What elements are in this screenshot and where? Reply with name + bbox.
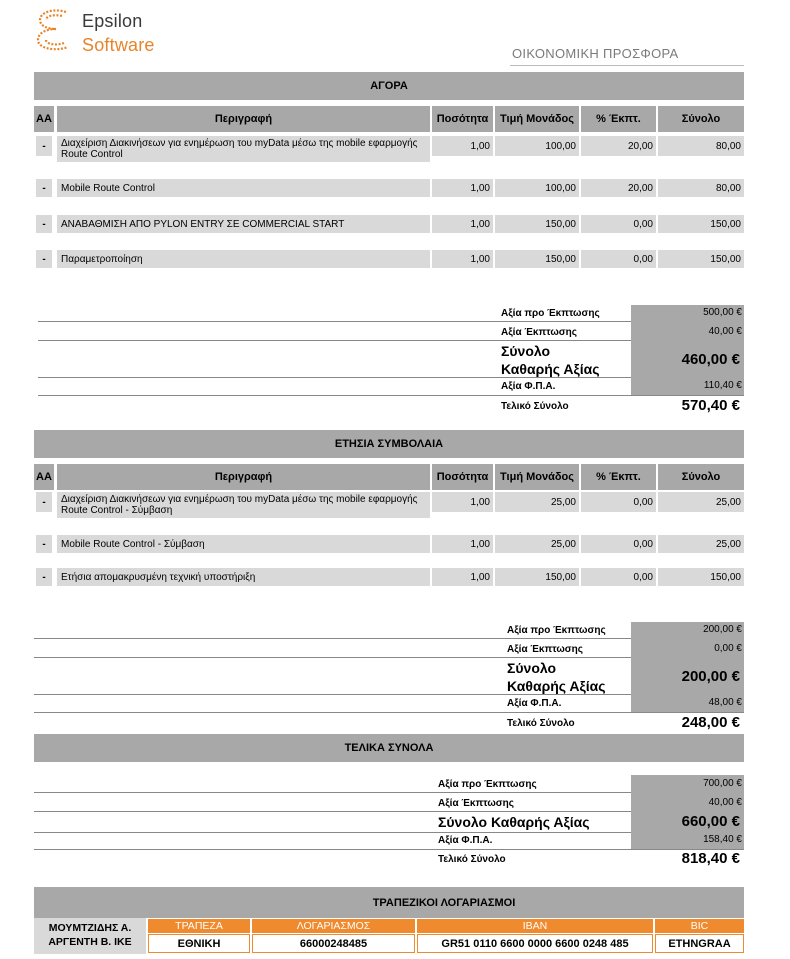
col-description-header: Περιγραφή bbox=[57, 106, 430, 132]
table-row-aa: - bbox=[36, 179, 52, 197]
purchase-vat-value: 110,40 € bbox=[703, 380, 742, 391]
annual-discount-value: 0,00 € bbox=[714, 643, 742, 654]
bank-accounts-title: ΤΡΑΠΕΖΙΚΟΙ ΛΟΓΑΡΙΑΣΜΟΙ bbox=[34, 887, 744, 918]
table-row-unit-price: 100,00 bbox=[495, 179, 579, 197]
epsilon-logo-icon bbox=[32, 6, 74, 54]
title-underline bbox=[510, 65, 744, 66]
table-row-aa: - bbox=[36, 136, 52, 156]
divider bbox=[34, 638, 631, 639]
bank-col-account-header: ΛΟΓΑΡΙΑΣΜΟΣ bbox=[252, 919, 415, 933]
purchase-final-value: 570,40 € bbox=[681, 397, 740, 414]
col-total-header: Σύνολο bbox=[658, 106, 744, 132]
annual-before-discount-label: Αξία προ Έκπτωσης bbox=[507, 625, 606, 636]
divider bbox=[34, 792, 631, 793]
annual-section-title: ΕΤΗΣΙΑ ΣΥΜΒΟΛΑΙΑ bbox=[34, 430, 744, 458]
bank-account-value: 66000248485 bbox=[252, 934, 415, 953]
purchase-vat-label: Αξία Φ.Π.Α. bbox=[501, 381, 556, 392]
brand-name-line1: Epsilon bbox=[82, 11, 143, 31]
divider bbox=[34, 657, 631, 658]
col-description-header: Περιγραφή bbox=[57, 464, 430, 490]
purchase-before-discount-value: 500,00 € bbox=[703, 307, 742, 318]
table-row-discount: 20,00 bbox=[581, 179, 656, 197]
table-row-discount: 0,00 bbox=[581, 568, 656, 586]
divider bbox=[34, 832, 631, 833]
grand-vat-value: 158,40 € bbox=[703, 834, 742, 845]
grand-before-discount-label: Αξία προ Έκπτωσης bbox=[438, 779, 537, 790]
bank-col-iban-header: IBAN bbox=[417, 919, 653, 933]
table-row-aa: - bbox=[36, 215, 52, 233]
table-row-total: 25,00 bbox=[658, 535, 744, 553]
table-row-discount: 0,00 bbox=[581, 492, 656, 512]
table-row-description: Ετήσια απομακρυσμένη τεχνική υποστήριξη bbox=[57, 568, 430, 586]
bank-col-bank-header: ΤΡΑΠΕΖΑ bbox=[148, 919, 250, 933]
table-row-total: 150,00 bbox=[658, 215, 744, 233]
annual-net-label-line2: Καθαρής Αξίας bbox=[507, 678, 606, 694]
annual-final-label: Τελικό Σύνολο bbox=[507, 718, 575, 729]
col-discount-header: % Έκπτ. bbox=[581, 464, 656, 490]
table-row-quantity: 1,00 bbox=[432, 250, 493, 268]
bank-col-bic-header: BIC bbox=[655, 919, 744, 933]
col-discount-header: % Έκπτ. bbox=[581, 106, 656, 132]
table-row-description: Mobile Route Control - Σύμβαση bbox=[57, 535, 430, 553]
brand-name-line2: Software bbox=[82, 35, 155, 55]
col-total-header: Σύνολο bbox=[658, 464, 744, 490]
table-row-aa: - bbox=[36, 250, 52, 268]
purchase-discount-label: Αξία Έκπτωσης bbox=[501, 327, 577, 338]
purchase-net-label-line2: Καθαρής Αξίας bbox=[501, 361, 600, 377]
table-row-total: 150,00 bbox=[658, 568, 744, 586]
document-title: ΟΙΚΟΝΟΜΙΚΗ ΠΡΟΣΦΟΡΑ bbox=[512, 46, 679, 61]
grand-net-label: Σύνολο Καθαρής Αξίας bbox=[438, 814, 590, 830]
col-quantity-header: Ποσότητα bbox=[432, 106, 493, 132]
annual-vat-label: Αξία Φ.Π.Α. bbox=[507, 698, 562, 709]
annual-discount-label: Αξία Έκπτωσης bbox=[507, 644, 583, 655]
table-row-total: 150,00 bbox=[658, 250, 744, 268]
col-aa-header: ΑΑ bbox=[34, 106, 54, 132]
table-row-discount: 0,00 bbox=[581, 250, 656, 268]
table-row-unit-price: 25,00 bbox=[495, 535, 579, 553]
purchase-net-label-line1: Σύνολο bbox=[501, 343, 551, 359]
bank-company-name-line2: ΑΡΓΕΝΤΗ Β. ΙΚΕ bbox=[48, 936, 132, 948]
table-row-description: ΑΝΑΒΑΘΜΙΣΗ ΑΠΟ PYLON ENTRY ΣΕ COMMERCIAL START bbox=[57, 215, 430, 233]
table-row-aa: - bbox=[36, 568, 52, 586]
table-row-quantity: 1,00 bbox=[432, 535, 493, 553]
divider bbox=[34, 712, 744, 713]
divider bbox=[38, 395, 744, 396]
table-row-description: Mobile Route Control bbox=[57, 179, 430, 197]
divider bbox=[38, 377, 631, 378]
table-row-total: 80,00 bbox=[658, 179, 744, 197]
grand-discount-value: 40,00 € bbox=[708, 797, 742, 808]
table-row-unit-price: 25,00 bbox=[495, 492, 579, 512]
annual-before-discount-value: 200,00 € bbox=[703, 624, 742, 635]
col-unit-price-header: Τιμή Μονάδος bbox=[495, 464, 579, 490]
bank-iban-value: GR51 0110 6600 0000 6600 0248 485 bbox=[417, 934, 653, 953]
divider bbox=[34, 694, 631, 695]
grand-final-label: Τελικό Σύνολο bbox=[438, 854, 506, 865]
purchase-net-value: 460,00 € bbox=[681, 351, 740, 368]
grand-totals-section-title: ΤΕΛΙΚΑ ΣΥΝΟΛΑ bbox=[34, 734, 744, 762]
annual-final-value: 248,00 € bbox=[681, 714, 740, 731]
table-row-quantity: 1,00 bbox=[432, 215, 493, 233]
table-row-unit-price: 150,00 bbox=[495, 568, 579, 586]
grand-net-value: 660,00 € bbox=[681, 813, 740, 830]
grand-discount-label: Αξία Έκπτωσης bbox=[438, 798, 514, 809]
purchase-before-discount-label: Αξία προ Έκπτωσης bbox=[501, 308, 600, 319]
table-row-quantity: 1,00 bbox=[432, 179, 493, 197]
col-unit-price-header: Τιμή Μονάδος bbox=[495, 106, 579, 132]
annual-vat-value: 48,00 € bbox=[708, 697, 742, 708]
table-row-unit-price: 100,00 bbox=[495, 136, 579, 156]
table-row-description: Διαχείριση Διακινήσεων για ενημέρωση του myData μέσω της mobile εφαρμογής Route Control bbox=[57, 136, 430, 162]
table-row-total: 25,00 bbox=[658, 492, 744, 512]
bank-bic-value: ETHNGRAA bbox=[655, 934, 744, 953]
table-row-discount: 0,00 bbox=[581, 215, 656, 233]
annual-net-value: 200,00 € bbox=[681, 668, 740, 685]
col-aa-header: ΑΑ bbox=[34, 464, 54, 490]
divider bbox=[38, 340, 631, 341]
table-row-unit-price: 150,00 bbox=[495, 215, 579, 233]
divider bbox=[34, 811, 631, 812]
table-row-discount: 20,00 bbox=[581, 136, 656, 156]
grand-before-discount-value: 700,00 € bbox=[703, 778, 742, 789]
table-row-quantity: 1,00 bbox=[432, 568, 493, 586]
table-row-description: Διαχείριση Διακινήσεων για ενημέρωση του myData μέσω της mobile εφαρμογής Route Control - Σύμβαση bbox=[57, 492, 430, 518]
table-row-unit-price: 150,00 bbox=[495, 250, 579, 268]
purchase-section-title: ΑΓΟΡΑ bbox=[34, 72, 744, 100]
table-row-quantity: 1,00 bbox=[432, 492, 493, 512]
purchase-discount-value: 40,00 € bbox=[708, 326, 742, 337]
table-row-discount: 0,00 bbox=[581, 535, 656, 553]
table-row-description: Παραμετροποίηση bbox=[57, 250, 430, 268]
table-row-total: 80,00 bbox=[658, 136, 744, 156]
purchase-final-label: Τελικό Σύνολο bbox=[501, 401, 569, 412]
col-quantity-header: Ποσότητα bbox=[432, 464, 493, 490]
table-row-aa: - bbox=[36, 535, 52, 553]
grand-vat-label: Αξία Φ.Π.Α. bbox=[438, 835, 493, 846]
bank-company-name-line1: ΜΟΥΜΤΖΙΔΗΣ Α. bbox=[48, 922, 132, 934]
divider bbox=[38, 321, 631, 322]
grand-final-value: 818,40 € bbox=[681, 850, 740, 867]
table-row-aa: - bbox=[36, 492, 52, 512]
annual-net-label-line1: Σύνολο bbox=[507, 660, 557, 676]
bank-name-value: ΕΘΝΙΚΗ bbox=[148, 934, 250, 953]
table-row-quantity: 1,00 bbox=[432, 136, 493, 156]
